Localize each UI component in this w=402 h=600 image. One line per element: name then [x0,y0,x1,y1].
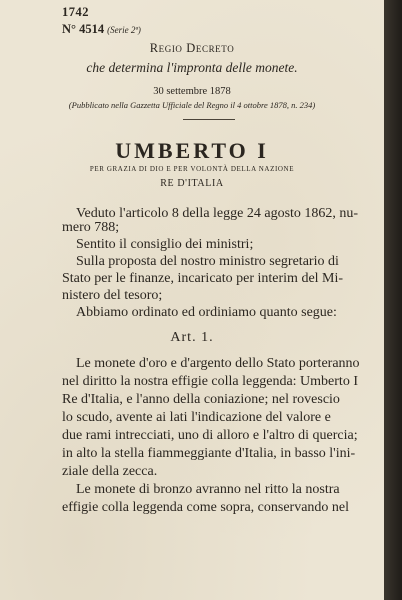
article-line: ziale della zecca. [62,464,158,479]
preamble-line: Stato per le finanze, incaricato per interim del Mi- [62,271,344,286]
article-line: lo scudo, avente ai lati l'indicazione del valore e [62,410,331,425]
preamble-line: nistero del tesoro; [62,288,163,303]
article-heading: Art. 1. [170,330,214,345]
series-label: (Serie 2ª) [107,25,141,35]
article-line: Le monete di bronzo avranno nel ritto la nostra [76,482,340,497]
sovereign-name: UMBERTO I [115,138,269,163]
decree-subject: che determina l'impronta delle monete. [86,60,298,75]
article-line: due rami intrecciati, uno di alloro e l'altro di quercia; [62,428,358,443]
page-number: 1742 [62,5,89,19]
preamble-line: Sulla proposta del nostro ministro segretario di [76,254,339,269]
decree-date: 30 settembre 1878 [153,86,231,97]
decree-title: Regio Decreto [149,41,235,55]
title-divider [183,119,235,120]
preamble-line: mero 788; [62,220,120,235]
preamble-line: Abbiamo ordinato ed ordiniamo quanto segue: [76,305,337,320]
article-line: Re d'Italia, e l'anno della coniazione; nel rovescio [62,392,340,407]
article-line: Le monete d'oro e d'argento dello Stato porteranno [76,356,360,371]
article-line: in alto la stella fiammeggiante d'Italia, in basso l'ini- [62,446,356,461]
document-number [62,22,141,37]
article-line: effigie colla leggenda come sopra, conservando nel [62,500,350,515]
preamble-line: Veduto l'articolo 8 della legge 24 agosto 1862, nu- [76,206,359,221]
sovereign-grace: PER GRAZIA DI DIO E PER VOLONTÀ DELLA NAZIONE [89,165,295,173]
page-edge-shadow [384,0,402,600]
sovereign-title: RE D'ITALIA [160,178,224,189]
article-line: nel diritto la nostra effigie colla leggenda: Umberto I [62,374,358,389]
preamble-line: Sentito il consiglio dei ministri; [76,237,254,252]
gazzetta-note: (Pubblicato nella Gazzetta Ufficiale del Regno il 4 ottobre 1878, n. 234) [68,100,316,110]
document-number-text: N° 4514 [62,22,105,36]
